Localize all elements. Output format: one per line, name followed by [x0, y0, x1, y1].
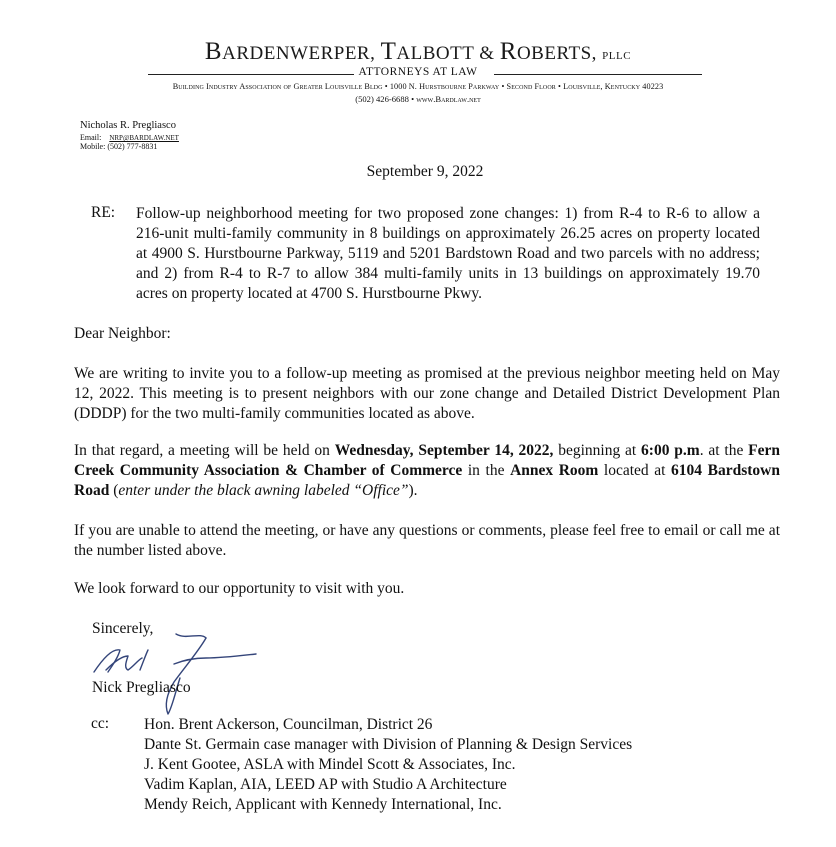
sender-name: Nicholas R. Pregliasco [80, 120, 176, 131]
cc-recipient: Hon. Brent Ackerson, Councilman, District 26 [144, 716, 433, 733]
cc-recipient: Mendy Reich, Applicant with Kennedy International, Inc. [144, 796, 502, 813]
paragraph-contact: If you are unable to attend the meeting, or have any questions or comments, please feel free to email or call me at the number listed above. [74, 522, 780, 559]
meeting-date: Wednesday, September 14, 2022, [334, 442, 554, 459]
closing: Sincerely, [92, 620, 154, 637]
firm-address: Building Industry Association of Greater Louisville Bldg • 1000 N. Hurstbourne Parkway • Second Floor • Louisville, Kentucky 40223 [172, 82, 664, 91]
re-subject: Follow-up neighborhood meeting for two proposed zone changes: 1) from R-4 to R-6 to allow a 216-unit multi-family community in 8 buildings on approximately 26.25 acres on property located at 4900 S. Hurstbourne Parkway, 5119 and 5201 Bardstown Road and two parcels with no address; and 2) from R-4 to R-7 to allow 384 multi-family units in 13 buildings on approximately 19.70 acres on property located at 4700 S. Hurstbourne Pkwy. [136, 205, 760, 302]
paragraph-invitation: We are writing to invite you to a follow-up meeting as promised at the previous neighbor meeting held on May 12, 2022. This meeting is to present neighbors with our zone change and Detailed District Development Plan (DDDP) for the two multi-family communities located as above. [74, 365, 780, 422]
meeting-room: Annex Room [510, 462, 599, 479]
signer-name: Nick Pregliasco [92, 679, 191, 696]
paragraph-closing-remark: We look forward to our opportunity to visit with you. [74, 580, 405, 597]
sender-email-label: Email: [80, 133, 102, 142]
cc-recipient: Vadim Kaplan, AIA, LEED AP with Studio A Architecture [144, 776, 507, 793]
sender-email-link[interactable]: NRP@BARDLAW.NET [109, 134, 179, 142]
handwritten-signature [88, 630, 268, 720]
cc-recipient: J. Kent Gootee, ASLA with Mindel Scott & Associates, Inc. [144, 756, 516, 773]
cc-recipient-list [144, 715, 632, 815]
meeting-venue: Fern Creek Community Association & Chamber of Commerce [74, 442, 780, 479]
sender-mobile: Mobile: (502) 777-8831 [80, 142, 158, 151]
meeting-time: 6:00 p.m [641, 442, 700, 459]
firm-subtitle: ATTORNEYS AT LAW [0, 66, 836, 78]
firm-phone-web: (502) 426-6688 • www.Bardlaw.net [355, 94, 481, 104]
cc-label: cc: [91, 715, 110, 732]
letter-date: September 9, 2022 [366, 163, 484, 180]
paragraph-meeting-details: In that regard, a meeting will be held on Wednesday, September 14, 2022, beginning at 6:00 p.m. at the Fern Creek Community Association & Chamber of Commerce in the Annex Room located at 6104 Bardstown Road (enter under the black awning labeled “Office”). [74, 442, 780, 499]
cc-recipient: Dante St. Germain case manager with Division of Planning & Design Services [144, 736, 633, 753]
entrance-note: enter under the black awning labeled “Office” [118, 482, 409, 499]
meeting-address: 6104 Bardstown Road [74, 462, 780, 499]
firm-name: BARDENWERPER, TALBOTT & ROBERTS, pllc [204, 38, 632, 65]
salutation: Dear Neighbor: [74, 325, 171, 342]
re-label: RE: [91, 204, 116, 221]
